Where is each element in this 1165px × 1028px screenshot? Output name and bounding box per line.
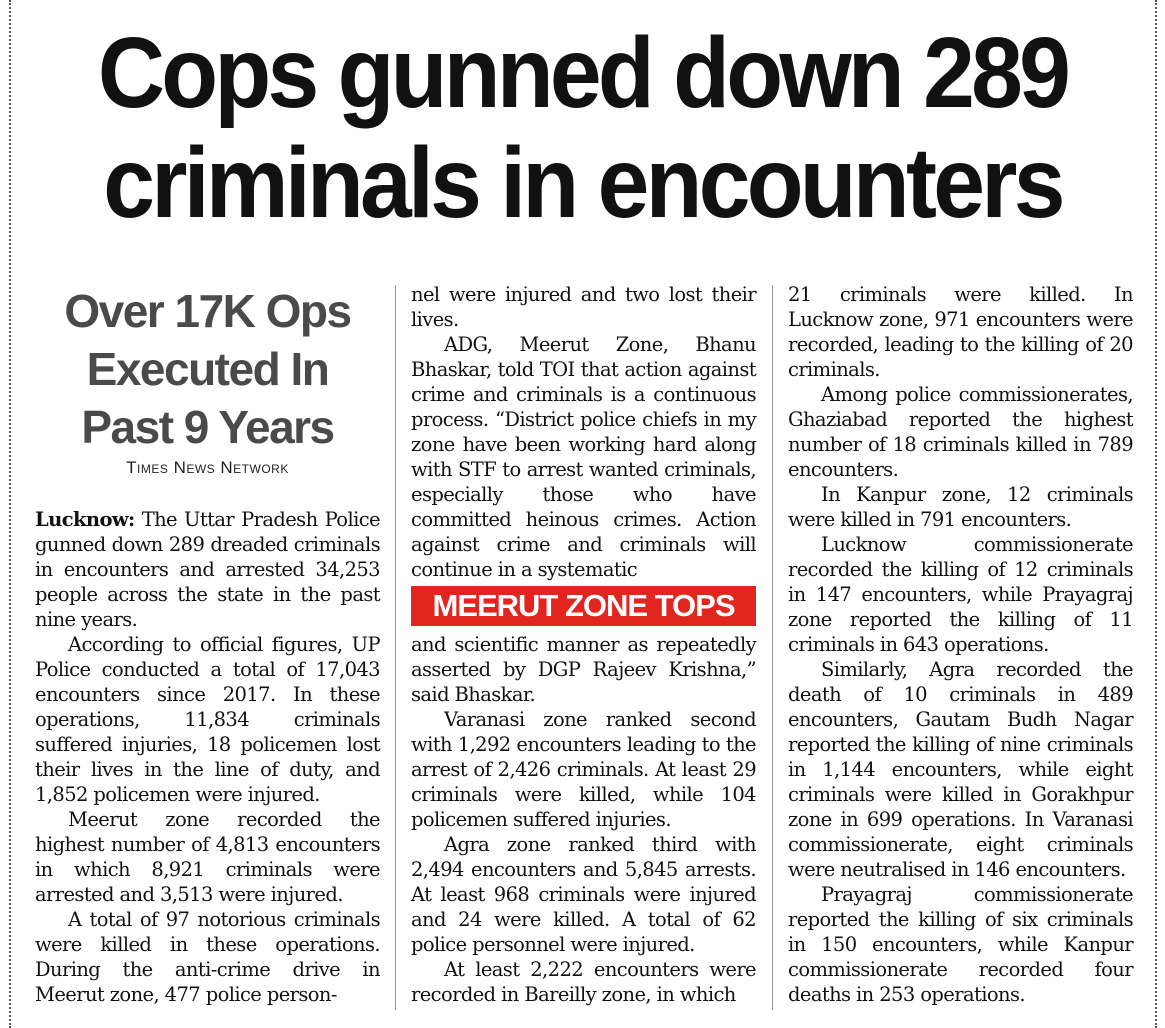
dateline: Lucknow:: [35, 508, 135, 531]
article-column-1: [35, 507, 380, 1007]
column-rule: [395, 285, 396, 1010]
article-paragraph: Varanasi zone ranked second with 1,292 encounters leading to the arrest of 2,426 criminals. At least 29 criminals were killed, while 104 policemen suffered injuries.: [411, 708, 756, 831]
article-paragraph: [35, 507, 380, 632]
article-column-2-bottom: [411, 632, 756, 1007]
headline-line-1: Cops gunned down 289: [97, 17, 1068, 129]
byline-agency: Times News Network: [126, 458, 289, 477]
subheadline: [35, 282, 380, 456]
article-paragraph: Lucknow commissionerate recorded the killing of 12 criminals in 147 encounters, while Prayagraj zone reported the killing of 11 criminals in 643 operations.: [788, 533, 1133, 656]
column-rule: [772, 285, 773, 1010]
article-paragraph: Meerut zone recorded the highest number of 4,813 encounters in which 8,921 criminals were arrested and 3,513 were injured.: [35, 808, 380, 906]
article-column-2-top: [411, 282, 756, 582]
article-paragraph: According to official figures, UP Police conducted a total of 17,043 encounters since 2017. In these operations, 11,834 criminals suffered injuries, 18 policemen lost their lives in the line of duty, and 1,852 policemen were injured.: [35, 633, 380, 806]
article-paragraph: and scientific manner as repeatedly asserted by DGP Rajeev Krishna,” said Bhaskar.: [411, 633, 756, 706]
dotted-cut-line-left: [9, 0, 11, 1028]
article-paragraph: A total of 97 notorious criminals were killed in these operations. During the anti-crime drive in Meerut zone, 477 police person-: [35, 908, 380, 1006]
article-column-3: [788, 282, 1133, 1007]
headline: [59, 18, 1105, 238]
sidehead-banner: MEERUT ZONE TOPS: [411, 586, 756, 626]
article-paragraph: In Kanpur zone, 12 criminals were killed in 791 encounters.: [788, 483, 1133, 531]
article-paragraph: Among police commissionerates, Ghaziabad reported the highest number of 18 criminals killed in 789 encounters.: [788, 383, 1133, 481]
headline-line-2: criminals in encounters: [103, 127, 1062, 239]
article-paragraph: Similarly, Agra recorded the death of 10 criminals in 489 encounters, Gautam Budh Nagar reported the killing of nine criminals in 1,144 encounters, while eight criminals were killed in Gorakhpur zone in 699 operations. In Varanasi commissionerate, eight criminals were neutralised in 146 encounters.: [788, 658, 1133, 881]
subheadline-line-3: Past 9 Years: [81, 401, 334, 453]
article-paragraph: nel were injured and two lost their lives.: [411, 283, 756, 331]
article-paragraph: Prayagraj commissionerate reported the killing of six criminals in 150 encounters, while Kanpur commissionerate recorded four deaths in 253 operations.: [788, 883, 1133, 1006]
article-paragraph: ADG, Meerut Zone, Bhanu Bhaskar, told TOI that action against crime and criminals is a continuous process. “District police chiefs in my zone have been working hard along with STF to arrest wanted criminals, especially those who have committed heinous crimes. Action against crime and criminals will continue in a systematic: [411, 333, 756, 581]
dotted-cut-line-right: [1155, 0, 1157, 1028]
paragraph-text: The Uttar Pradesh Police gunned down 289 dreaded criminals in encounters and arrested 34,253 people across the state in the past nine years.: [35, 508, 380, 631]
subheadline-line-1: Over 17K Ops: [64, 285, 351, 337]
subheadline-line-2: Executed In: [86, 343, 329, 395]
article-paragraph: 21 criminals were killed. In Lucknow zone, 971 encounters were recorded, leading to the killing of 20 criminals.: [788, 283, 1133, 381]
article-paragraph: Agra zone ranked third with 2,494 encounters and 5,845 arrests. At least 968 criminals were injured and 24 were killed. A total of 62 police personnel were injured.: [411, 833, 756, 956]
article-paragraph: At least 2,222 encounters were recorded in Bareilly zone, in which: [411, 958, 756, 1006]
